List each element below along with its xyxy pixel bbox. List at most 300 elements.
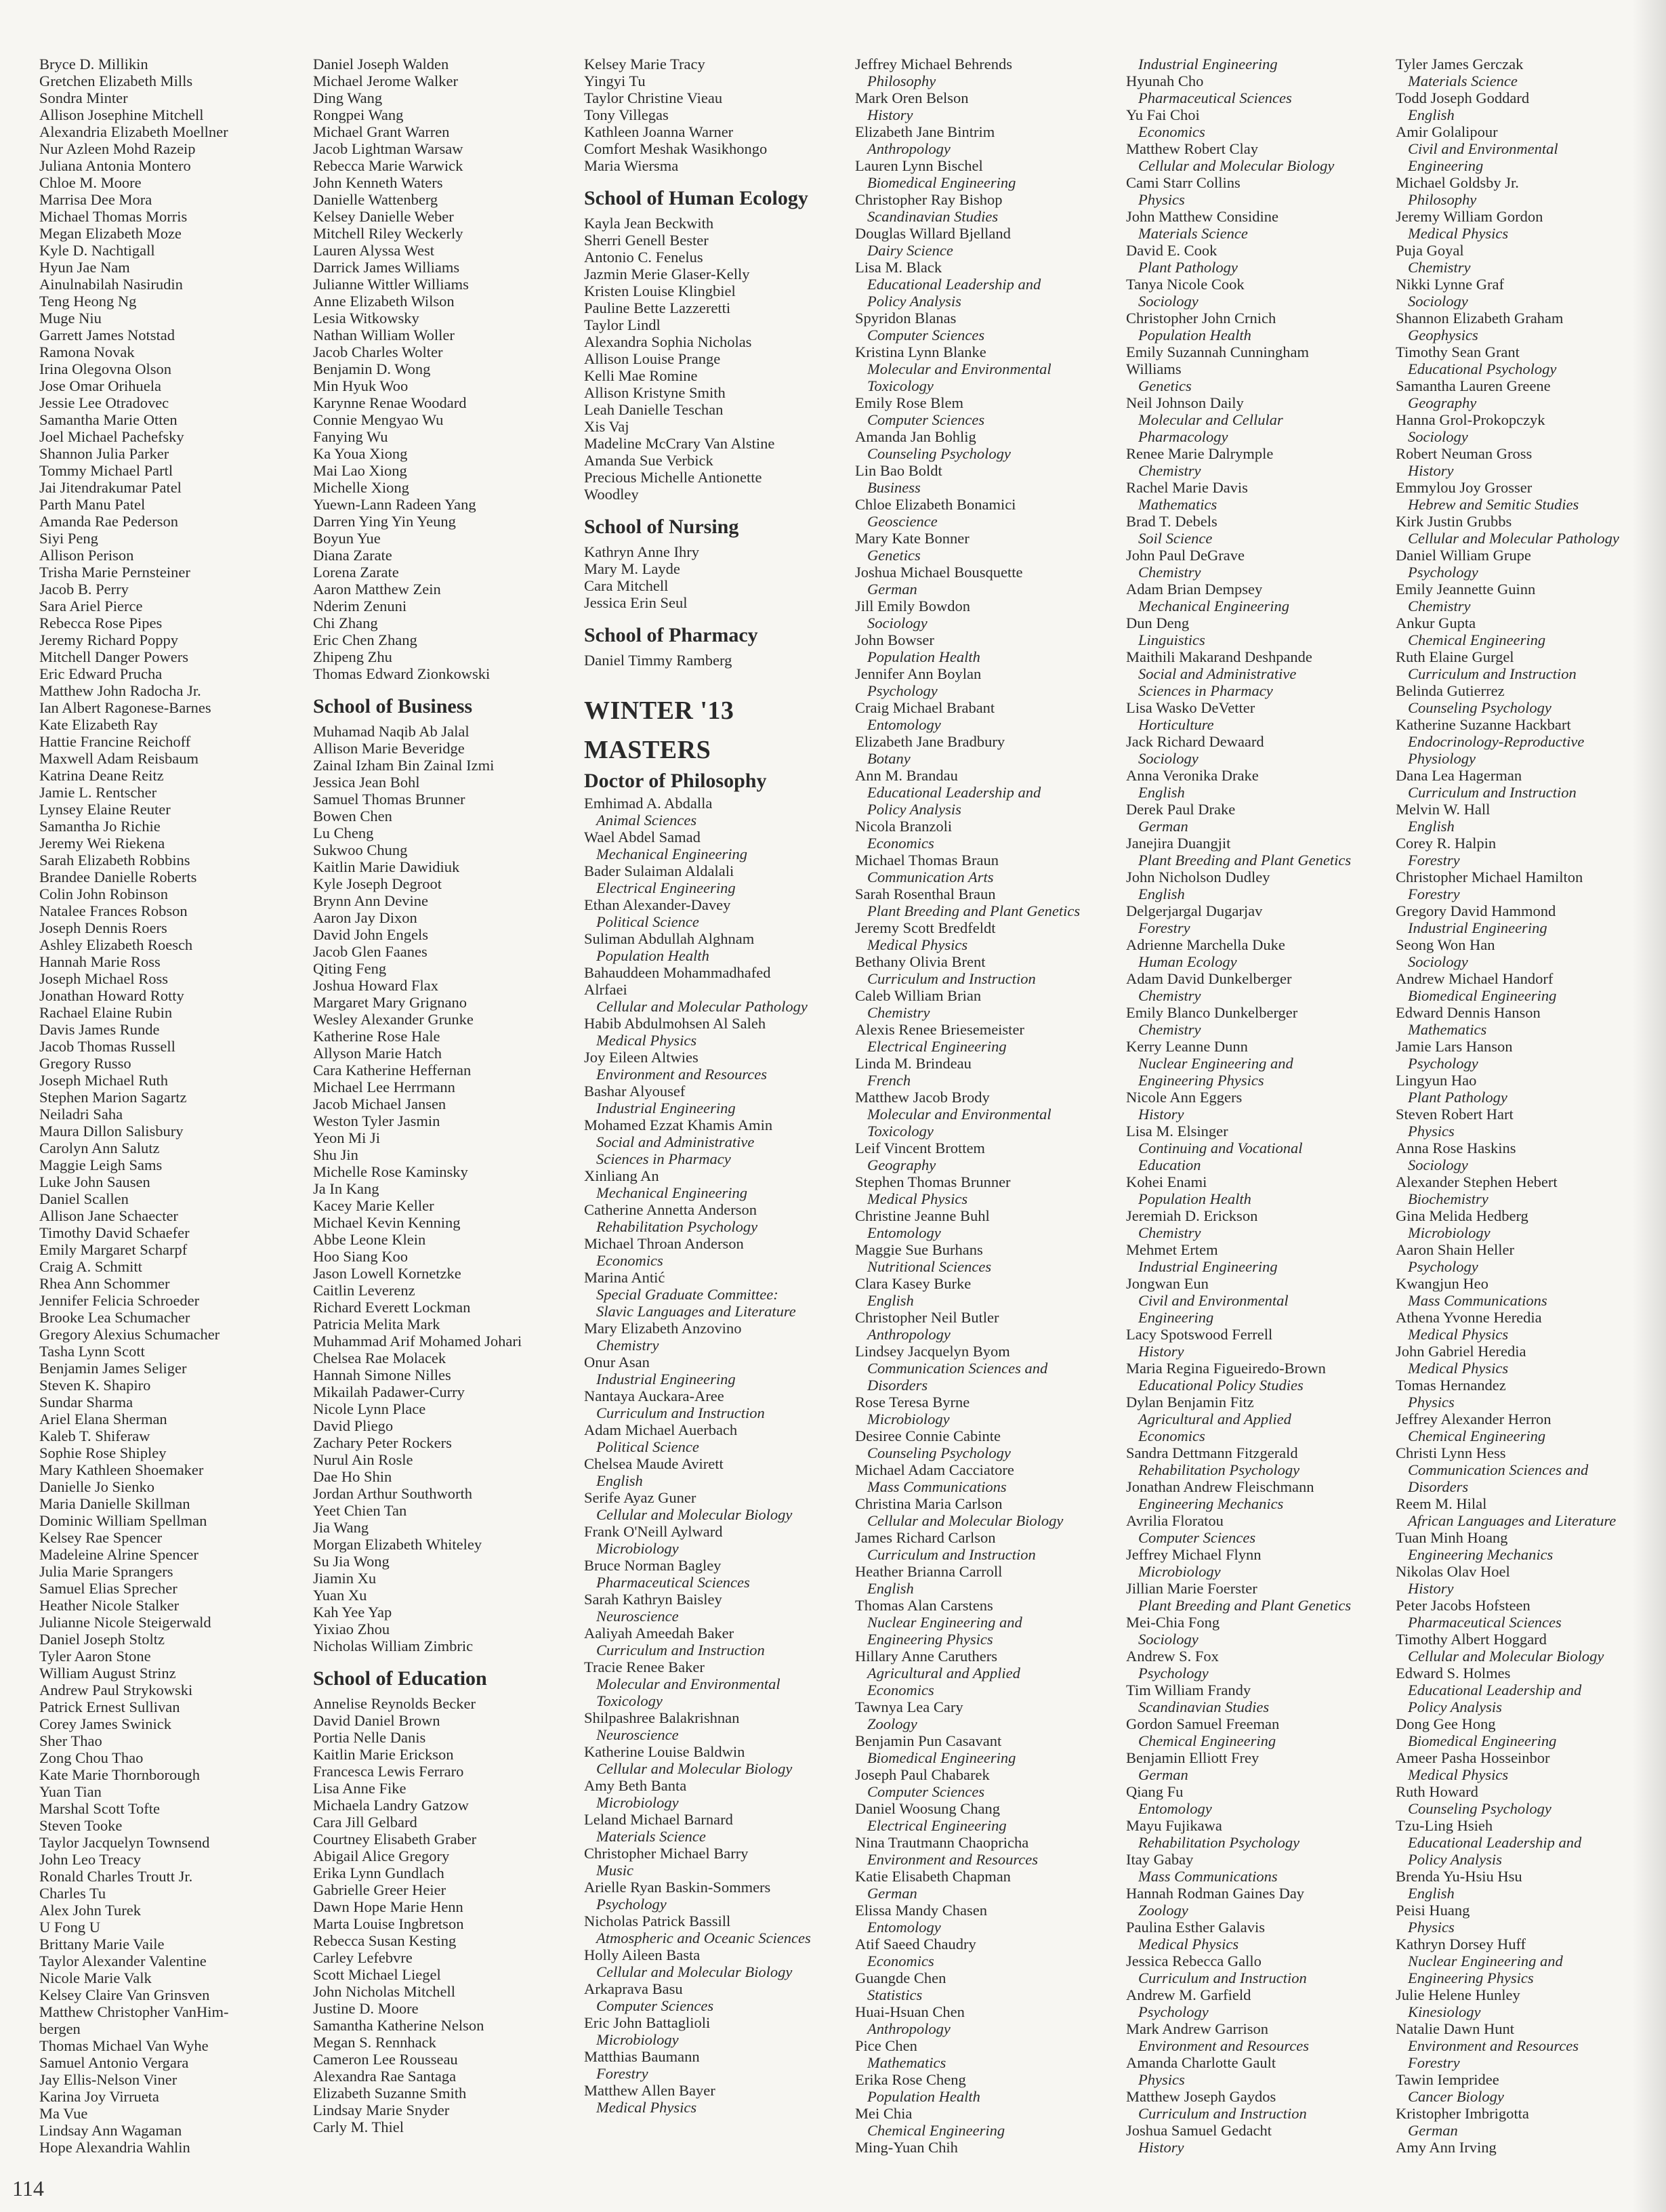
graduate-name: John Leo Treacy [39, 1851, 141, 1868]
graduate-name: Bashar Alyousef [584, 1083, 686, 1100]
graduate-name: Muhammad Arif Mohamed Johari [313, 1333, 522, 1350]
graduate-name: Jeffrey Michael Flynn [1126, 1546, 1262, 1563]
department-label: Industrial Engineering [596, 1100, 736, 1117]
graduate-name: Nicole Lynn Place [313, 1400, 426, 1417]
graduate-name: Heather Brianna Carroll [855, 1563, 1003, 1580]
graduate-name: Dana Lea Hagerman [1396, 767, 1522, 784]
graduate-name: Christopher Ray Bishop [855, 191, 1003, 208]
department-label: Mathematics [867, 2054, 946, 2071]
graduate-name: Nantaya Auckara-Aree [584, 1387, 724, 1404]
department-label: Economics [867, 1682, 934, 1698]
graduate-name: Megan Elizabeth Moze [39, 225, 182, 242]
department-label: Counseling Psychology [867, 445, 1011, 462]
graduate-name: Carolyn Ann Salutz [39, 1140, 160, 1156]
graduate-name: Ja In Kang [313, 1180, 379, 1197]
graduate-name: Taylor Jacquelyn Townsend [39, 1834, 210, 1851]
department-label: Policy Analysis [867, 293, 961, 310]
graduate-name: Fanying Wu [313, 428, 388, 445]
department-label: Computer Sciences [867, 411, 985, 428]
graduate-name: John Paul DeGrave [1126, 547, 1245, 564]
graduate-name: Elizabeth Jane Bradbury [855, 733, 1005, 750]
department-label: Physics [1138, 2071, 1185, 2088]
graduate-name: Corey James Swinick [39, 1715, 171, 1732]
graduate-name: Mary Kathleen Shoemaker [39, 1461, 204, 1478]
graduate-name: Clara Kasey Burke [855, 1275, 972, 1292]
department-label: Medical Physics [596, 1032, 697, 1049]
graduate-name: Stephen Thomas Brunner [855, 1173, 1011, 1190]
graduate-name: Dae Ho Shin [313, 1468, 392, 1485]
department-label: Economics [1138, 1427, 1205, 1444]
department-label: Psychology [1138, 1665, 1209, 1682]
department-label: Chemistry [1408, 598, 1471, 614]
graduate-name: Abigail Alice Gregory [313, 1848, 450, 1864]
graduate-name: Brittany Marie Vaile [39, 1936, 165, 1953]
graduate-name: Rebecca Rose Pipes [39, 614, 163, 631]
department-label: Nuclear Engineering and [867, 1614, 1022, 1631]
department-label: Medical Physics [1408, 1326, 1509, 1343]
graduate-name: Mai Lao Xiong [313, 462, 407, 479]
column-1 [39, 56, 310, 2156]
graduate-name: Frank O'Neill Aylward [584, 1523, 723, 1540]
graduate-name: Emily Suzannah Cunningham [1126, 343, 1309, 360]
graduate-name: Mei-Chia Fong [1126, 1614, 1220, 1631]
department-label: Botany [867, 750, 911, 767]
graduate-name: Neil Johnson Daily [1126, 394, 1244, 411]
graduate-name: Jacob Charles Wolter [313, 343, 443, 360]
graduate-name: Nicola Branzoli [855, 818, 953, 835]
graduate-name: Jeremiah D. Erickson [1126, 1207, 1258, 1224]
graduate-name: Michael Grant Warren [313, 123, 450, 140]
graduate-name: Zong Chou Thao [39, 1749, 144, 1766]
department-label: Zoology [1138, 1902, 1188, 1919]
department-label: Curriculum and Instruction [867, 970, 1036, 987]
graduate-name: Shu Jin [313, 1146, 358, 1163]
graduate-name: Lindsay Marie Snyder [313, 2102, 450, 2119]
graduate-name: Andrew S. Fox [1126, 1648, 1219, 1665]
graduate-name: Matthew Allen Bayer [584, 2082, 715, 2099]
graduate-name: Ding Wang [313, 89, 383, 106]
department-label: Disorders [867, 1377, 928, 1394]
graduate-name: Anne Elizabeth Wilson [313, 293, 455, 310]
graduate-name: Muhamad Naqib Ab Jalal [313, 723, 470, 740]
department-label: Economics [596, 1252, 663, 1269]
department-label: Microbiology [867, 1411, 950, 1427]
department-label: Curriculum and Instruction [1138, 1969, 1307, 1986]
graduate-name: Cara Mitchell [584, 577, 669, 594]
graduate-name: Antonio C. Fenelus [584, 249, 703, 266]
department-label: Toxicology [867, 1123, 934, 1140]
graduate-name: Rose Teresa Byrne [855, 1394, 970, 1411]
graduate-name: Sara Ariel Pierce [39, 598, 143, 614]
department-label: Curriculum and Instruction [867, 1546, 1036, 1563]
graduate-name: Jai Jitendrakumar Patel [39, 479, 182, 496]
graduate-name: Hyun Jae Nam [39, 259, 130, 276]
graduate-name: U Fong U [39, 1919, 101, 1936]
department-label: Psychology [1408, 564, 1478, 581]
graduate-name: Maxwell Adam Reisbaum [39, 750, 199, 767]
graduate-name: Steven Robert Hart [1396, 1106, 1514, 1123]
department-label: Chemical Engineering [1408, 631, 1546, 648]
graduate-name: Benjamin James Seliger [39, 1360, 187, 1377]
graduate-name: Sukwoo Chung [313, 841, 408, 858]
graduate-name: Annelise Reynolds Becker [313, 1695, 476, 1712]
department-label: Industrial Engineering [596, 1371, 736, 1387]
department-label: Social and Administrative [596, 1133, 755, 1150]
graduate-name: Atif Saeed Chaudry [855, 1936, 976, 1953]
graduate-name: Leland Michael Barnard [584, 1811, 733, 1828]
department-label: Genetics [1138, 377, 1192, 394]
department-label: Chemistry [867, 1004, 930, 1021]
graduate-name: Rongpei Wang [313, 106, 404, 123]
graduate-name: Tony Villegas [584, 106, 669, 123]
department-label: Economics [867, 835, 934, 852]
graduate-name: Bader Sulaiman Aldalali [584, 862, 734, 879]
graduate-name: Marina Antić [584, 1269, 665, 1286]
graduate-name: Rachael Elaine Rubin [39, 1004, 173, 1021]
department-label: Medical Physics [596, 2099, 697, 2116]
department-label: Curriculum and Instruction [1408, 784, 1577, 801]
department-label: Chemical Engineering [1408, 1427, 1546, 1444]
graduate-name: Adrienne Marchella Duke [1126, 936, 1285, 953]
graduate-name: Allison Jane Schaecter [39, 1207, 178, 1224]
department-label: Continuing and Vocational [1138, 1140, 1303, 1156]
graduate-name: Sher Thao [39, 1732, 102, 1749]
graduate-name: Jose Omar Orihuela [39, 377, 161, 394]
graduate-name: Ian Albert Ragonese-Barnes [39, 699, 211, 716]
graduate-name: Samuel Elias Sprecher [39, 1580, 178, 1597]
department-label: Mass Communications [1408, 1292, 1547, 1309]
graduate-name: Juliana Antonia Montero [39, 157, 191, 174]
graduate-name: Nicole Ann Eggers [1126, 1089, 1243, 1106]
graduate-name: James Richard Carlson [855, 1529, 996, 1546]
department-label: English [1408, 818, 1455, 835]
graduate-name: Kwangjun Heo [1396, 1275, 1488, 1292]
department-label: Environment and Resources [1138, 2037, 1310, 2054]
department-label: Materials Science [1408, 72, 1518, 89]
graduate-name: Joseph Paul Chabarek [855, 1766, 990, 1783]
graduate-name: Benjamin D. Wong [313, 360, 431, 377]
department-label: Social and Administrative [1138, 665, 1297, 682]
department-label: Sociology [1408, 428, 1468, 445]
department-label: English [1408, 1885, 1455, 1902]
graduate-name: Sandra Dettmann Fitzgerald [1126, 1444, 1298, 1461]
graduate-name: Mikailah Padawer-Curry [313, 1383, 465, 1400]
graduate-name: Kerry Leanne Dunn [1126, 1038, 1248, 1055]
graduate-name: David Daniel Brown [313, 1712, 440, 1729]
department-label: Policy Analysis [867, 801, 961, 818]
graduate-name: Portia Nelle Danis [313, 1729, 426, 1746]
graduate-name: Nur Azleen Mohd Razeip [39, 140, 196, 157]
graduate-name: Nina Trautmann Chaopricha [855, 1834, 1029, 1851]
graduate-name: Joshua Howard Flax [313, 977, 438, 994]
graduate-name: Zhipeng Zhu [313, 648, 392, 665]
graduate-name: Bahauddeen Mohammadhafed [584, 964, 771, 981]
department-label: Rehabilitation Psychology [596, 1218, 758, 1235]
department-label: Forestry [596, 2065, 648, 2082]
graduate-name: Kelsey Rae Spencer [39, 1529, 163, 1546]
department-label: English [596, 1472, 643, 1489]
graduate-name: Lisa M. Elsinger [1126, 1123, 1228, 1140]
graduate-name: Robert Neuman Gross [1396, 445, 1533, 462]
graduate-name: Marta Louise Ingbretson [313, 1915, 464, 1932]
graduate-name: Carly M. Thiel [313, 2119, 404, 2135]
graduate-name: Trisha Marie Pernsteiner [39, 564, 190, 581]
graduate-name: Julie Helene Hunley [1396, 1986, 1520, 2003]
department-label: Population Health [1138, 327, 1251, 343]
department-label: Educational Policy Studies [1138, 1377, 1304, 1394]
department-label: Sociology [1138, 750, 1199, 767]
graduate-name: Maria Danielle Skillman [39, 1495, 190, 1512]
graduate-name: Brad T. Debels [1126, 513, 1217, 530]
department-label: Physiology [1408, 750, 1476, 767]
department-label: Cellular and Molecular Pathology [1408, 530, 1619, 547]
graduate-name: Jessica Erin Seul [584, 594, 688, 611]
department-label: Endocrinology-Reproductive [1408, 733, 1585, 750]
department-label: Biomedical Engineering [1408, 1732, 1557, 1749]
department-label: Philosophy [867, 72, 936, 89]
graduate-name: Athena Yvonne Heredia [1396, 1309, 1542, 1326]
department-label: Cellular and Molecular Biology [1138, 157, 1335, 174]
graduate-name: Ka Youa Xiong [313, 445, 408, 462]
graduate-name: Samuel Thomas Brunner [313, 791, 465, 808]
graduate-name: Francesca Lewis Ferraro [313, 1763, 464, 1780]
graduate-name: Jia Wang [313, 1519, 369, 1536]
graduate-name: Gabrielle Greer Heier [313, 1881, 446, 1898]
graduate-name: Chi Zhang [313, 614, 378, 631]
graduate-name: Ankur Gupta [1396, 614, 1476, 631]
graduate-name: Qiang Fu [1126, 1783, 1184, 1800]
department-label: Mechanical Engineering [596, 1184, 748, 1201]
graduate-name: Yuan Xu [313, 1587, 367, 1604]
department-label: Pharmaceutical Sciences [1408, 1614, 1562, 1631]
graduate-name: Kelli Mae Romine [584, 367, 698, 384]
department-label: Cellular and Molecular Biology [596, 1963, 793, 1980]
graduate-name: Belinda Gutierrez [1396, 682, 1505, 699]
department-label: Materials Science [596, 1828, 706, 1845]
graduate-name: Xis Vaj [584, 418, 629, 435]
graduate-name: Christopher Neil Butler [855, 1309, 999, 1326]
graduate-name: Ashley Elizabeth Roesch [39, 936, 193, 953]
department-label: Entomology [1138, 1800, 1212, 1817]
department-label: Forestry [1138, 919, 1190, 936]
graduate-name: Daniel Timmy Ramberg [584, 652, 732, 669]
graduate-name: Jeremy Scott Bredfeldt [855, 919, 996, 936]
graduate-name: Tyler James Gerczak [1396, 56, 1524, 72]
graduate-name: Daniel Joseph Walden [313, 56, 449, 72]
graduate-name: Jeremy Wei Riekena [39, 835, 165, 852]
graduate-name: Hannah Rodman Gaines Day [1126, 1885, 1305, 1902]
graduate-name: Daniel William Grupe [1396, 547, 1531, 564]
department-label: Kinesiology [1408, 2003, 1481, 2020]
department-label: Civil and Environmental [1138, 1292, 1289, 1309]
graduate-name: Min Hyuk Woo [313, 377, 409, 394]
graduate-name: Nathan William Woller [313, 327, 455, 343]
department-label: Engineering Mechanics [1408, 1546, 1554, 1563]
school-heading: School of Pharmacy [584, 624, 758, 646]
graduate-name: Katherine Rose Hale [313, 1028, 440, 1045]
graduate-name: Jordan Arthur Southworth [313, 1485, 472, 1502]
graduate-name: Janejira Duangjit [1126, 835, 1231, 852]
graduate-name: Precious Michelle Antionette [584, 469, 762, 486]
graduate-name: Mark Oren Belson [855, 89, 969, 106]
department-label: Population Health [867, 2088, 980, 2105]
department-label: Physics [1408, 1394, 1455, 1411]
department-label: German [1138, 1766, 1188, 1783]
graduate-name: Ramona Novak [39, 343, 135, 360]
graduate-name: Mary M. Layde [584, 560, 680, 577]
graduate-name: Tasha Lynn Scott [39, 1343, 145, 1360]
department-label: Horticulture [1138, 716, 1214, 733]
graduate-name: Heather Nicole Stalker [39, 1597, 180, 1614]
graduate-name: Joy Eileen Altwies [584, 1049, 699, 1066]
graduate-name: Allison Marie Beveridge [313, 740, 465, 757]
column-5 [1126, 56, 1397, 2156]
department-label: Disorders [1408, 1478, 1469, 1495]
department-label: Biomedical Engineering [867, 1749, 1016, 1766]
graduate-name: John Kenneth Waters [313, 174, 443, 191]
graduate-name: Kristina Lynn Blanke [855, 343, 986, 360]
graduate-name: Mitchell Danger Powers [39, 648, 188, 665]
graduate-name: Natalee Frances Robson [39, 902, 188, 919]
graduate-name: Diana Zarate [313, 547, 392, 564]
graduate-name: Kaitlin Marie Dawidiuk [313, 858, 460, 875]
department-label: Electrical Engineering [867, 1817, 1007, 1834]
graduate-name: Matthew Jacob Brody [855, 1089, 990, 1106]
department-label: Cellular and Molecular Biology [1408, 1648, 1604, 1665]
graduate-name: Ann M. Brandau [855, 767, 958, 784]
graduate-name: Maggie Leigh Sams [39, 1156, 163, 1173]
department-label: Psychology [1408, 1258, 1478, 1275]
graduate-name: Onur Asan [584, 1354, 650, 1371]
department-label: Curriculum and Instruction [1408, 665, 1577, 682]
graduate-name: Serife Ayaz Guner [584, 1489, 696, 1506]
graduate-name: Chelsea Rae Molacek [313, 1350, 446, 1366]
department-label: Dairy Science [867, 242, 953, 259]
graduate-name: Amanda Sue Verbick [584, 452, 713, 469]
department-label: Nutritional Sciences [867, 1258, 992, 1275]
graduate-name: Kayla Jean Beckwith [584, 215, 714, 232]
graduate-name: Desiree Connie Cabinte [855, 1427, 1001, 1444]
graduate-name: Adam Brian Dempsey [1126, 581, 1263, 598]
department-label: Engineering Mechanics [1138, 1495, 1284, 1512]
graduate-name: Madeline McCrary Van Alstine [584, 435, 775, 452]
department-label: Slavic Languages and Literature [596, 1303, 796, 1320]
department-label: Nuclear Engineering and [1138, 1055, 1293, 1072]
graduate-name: Comfort Meshak Wasikhongo [584, 140, 768, 157]
graduate-name: Jonathan Howard Rotty [39, 987, 184, 1004]
graduate-name: Shannon Elizabeth Graham [1396, 310, 1564, 327]
graduate-name: Nicholas Patrick Bassill [584, 1913, 731, 1929]
department-label: Communication Sciences and [1408, 1461, 1589, 1478]
graduate-name: Justine D. Moore [313, 2000, 419, 2017]
graduate-name: Elizabeth Suzanne Smith [313, 2085, 467, 2102]
department-label: Molecular and Environmental [867, 360, 1051, 377]
graduate-name: Holly Aileen Basta [584, 1946, 701, 1963]
graduate-name: Anna Rose Haskins [1396, 1140, 1516, 1156]
graduate-name: Kate Marie Thornborough [39, 1766, 201, 1783]
department-label: Sciences in Pharmacy [1138, 682, 1273, 699]
graduate-name: Suliman Abdullah Alghnam [584, 930, 755, 947]
graduate-name: Michael Adam Cacciatore [855, 1461, 1014, 1478]
graduate-name: Yixiao Zhou [313, 1621, 390, 1637]
graduate-name: Wael Abdel Samad [584, 829, 701, 846]
graduate-name: Jack Richard Dewaard [1126, 733, 1264, 750]
column-6 [1396, 56, 1666, 2156]
graduate-name: Ethan Alexander-Davey [584, 896, 731, 913]
graduate-name: Kelsey Marie Tracy [584, 56, 705, 72]
department-label: Political Science [596, 1438, 699, 1455]
graduate-name: Sarah Rosenthal Braun [855, 885, 996, 902]
graduate-name: John Nicholson Dudley [1126, 869, 1270, 885]
graduate-name: Mohamed Ezzat Khamis Amin [584, 1117, 773, 1133]
graduate-name: Rebecca Susan Kesting [313, 1932, 457, 1949]
graduate-name: Kathryn Anne Ihry [584, 543, 699, 560]
department-label: Entomology [867, 1919, 941, 1936]
graduate-name: Su Jia Wong [313, 1553, 390, 1570]
graduate-name: Cara Jill Gelbard [313, 1814, 417, 1831]
graduate-name: Kathryn Dorsey Huff [1396, 1936, 1526, 1953]
graduate-name: John Matthew Considine [1126, 208, 1278, 225]
department-label: Toxicology [867, 377, 934, 394]
graduate-name: Spyridon Blanas [855, 310, 957, 327]
graduate-name: Jeremy Richard Poppy [39, 631, 178, 648]
graduate-name: Richard Everett Lockman [313, 1299, 471, 1316]
graduate-name: Katrina Deane Reitz [39, 767, 164, 784]
graduate-name: William August Strinz [39, 1665, 176, 1682]
department-label: Environment and Resources [596, 1066, 768, 1083]
department-label: Chemistry [596, 1337, 659, 1354]
department-label: Pharmacology [1138, 428, 1228, 445]
graduate-name: Gina Melida Hedberg [1396, 1207, 1528, 1224]
graduate-name: Weston Tyler Jasmin [313, 1112, 440, 1129]
graduate-name: Brynn Ann Devine [313, 892, 428, 909]
graduate-name: David Pliego [313, 1417, 394, 1434]
department-label: Rehabilitation Psychology [1138, 1834, 1300, 1851]
graduate-name: Jongwan Eun [1126, 1275, 1209, 1292]
graduate-name: Brenda Yu-Hsiu Hsu [1396, 1868, 1522, 1885]
graduate-name: David John Engels [313, 926, 428, 943]
page-edge-shadow [1632, 0, 1666, 2212]
graduate-name: Jessie Lee Otradovec [39, 394, 169, 411]
graduate-name: Allyson Marie Hatch [313, 1045, 442, 1062]
department-label: Molecular and Cellular [1138, 411, 1283, 428]
graduate-name: Matthew Christopher VanHim- [39, 2003, 229, 2020]
graduate-name: Carley Lefebvre [313, 1949, 413, 1966]
graduate-name: Jacob Thomas Russell [39, 1038, 175, 1055]
graduate-name: Seong Won Han [1396, 936, 1495, 953]
department-label: History [1408, 1580, 1454, 1597]
department-label: Economics [1138, 123, 1205, 140]
graduate-name: Matthew John Radocha Jr. [39, 682, 201, 699]
department-label: Psychology [596, 1896, 667, 1913]
graduate-name: Michael Kevin Kenning [313, 1214, 461, 1231]
graduate-name: Kelsey Claire Van Grinsven [39, 1986, 210, 2003]
department-label: Engineering Physics [1408, 1969, 1534, 1986]
graduate-name: Guangde Chen [855, 1969, 946, 1986]
graduate-name: Tzu-Ling Hsieh [1396, 1817, 1493, 1834]
graduate-name: Julianne Wittler Williams [313, 276, 469, 293]
graduate-name: Aaron Jay Dixon [313, 909, 417, 926]
graduate-name: Qiting Feng [313, 960, 387, 977]
department-label: Chemistry [1138, 987, 1201, 1004]
graduate-name: Lu Cheng [313, 825, 374, 841]
graduate-name: Xinliang An [584, 1167, 659, 1184]
graduate-name: Huai-Hsuan Chen [855, 2003, 965, 2020]
graduate-name: Joel Michael Pachefsky [39, 428, 184, 445]
department-label: Computer Sciences [596, 1997, 714, 2014]
department-label: Electrical Engineering [596, 879, 736, 896]
department-label: Counseling Psychology [867, 1444, 1011, 1461]
